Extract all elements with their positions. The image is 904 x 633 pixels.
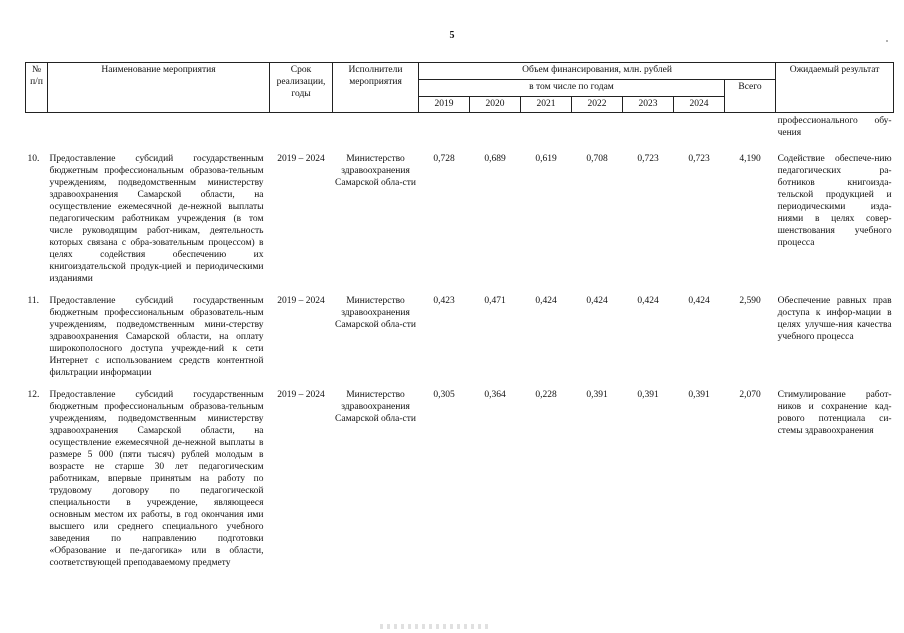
header-row (26, 63, 894, 80)
row-name: Предоставление субсидий государственным бюджетным профессиональным образователь-ным учреждениям, подведомственным мини-стерству здравоохранения Самарской области, на оплату широкополосного доступа учрежде-ний к сети Интернет с использованием средств контентной фильтрации информации (49, 296, 264, 378)
header-result: Ожидаемый результат (776, 63, 894, 113)
row-result: Стимулирование работ-ников и сохранение кад-рового потенциала си-стемы здравоохранения (777, 390, 892, 436)
header-by-years: в том числе по годам (419, 80, 725, 97)
header-year: 2019 (419, 97, 470, 113)
row-value: 0,708 (586, 154, 608, 164)
row-value: 0,391 (688, 390, 710, 400)
row-value: 0,391 (586, 390, 608, 400)
scan-speck (886, 40, 888, 42)
row-period: 2019 – 2024 (277, 296, 325, 306)
measures-table (25, 62, 894, 569)
row-value: 0,723 (688, 154, 710, 164)
row-name: Предоставление субсидий государственным бюджетным профессиональным образова-тельным учреждениям, подведомственным министерству здравоохранения Самарской области, на осуществление ежемесячной де-нежной выплаты педагогическим работникам учреждения (в том числе руководящим работ-никам, деятельность которых связана с обра-зовательным процессом) в целях содействия обеспечению их книгоиздательской продук-цией и периодическими изданиями (49, 154, 264, 284)
row-name: Предоставление субсидий государственным бюджетным профессиональным образова-тельным учреждениям, подведомственным министерству здравоохранения Самарской области, на осуществление ежемесячной де-нежной выплаты в размере 5 000 (пяти тысяч) рублей молодым в возрасте не старше 30 лет педагогическим работникам, впервые принятым на работу по трудовому договору по педагогической специальности в учреждение, являющееся основным местом их работы, в год окончания ими высшего или среднего специального учебного заведения по направлению подготовки «Образование и пе-дагогика» или в области, соответствующей преподаваемому предмету (49, 390, 264, 568)
page-number: 5 (449, 30, 455, 41)
header-year: 2024 (674, 97, 725, 113)
table-row (26, 379, 894, 569)
header-executors: Исполнители мероприятия (333, 63, 419, 113)
row-value: 0,424 (586, 296, 608, 306)
row-result: Содействие обеспече-нию педагогических ра-ботников книгоизда-тельской продукцией и периодическими изда-ниями в целях совер-шенствования учебного процесса (777, 154, 892, 248)
row-value: 0,424 (535, 296, 557, 306)
row-executor: Министерство здравоохранения Самарской обла-сти (335, 154, 416, 188)
row-value: 0,424 (688, 296, 710, 306)
row-number: 12. (27, 390, 40, 400)
row-value: 0,424 (637, 296, 659, 306)
header-num: № п/п (26, 63, 48, 113)
continued-result: профессионального обу-чения (777, 116, 892, 138)
header-year: 2022 (572, 97, 623, 113)
header-year: 2021 (521, 97, 572, 113)
row-total: 2,070 (739, 390, 761, 400)
row-executor: Министерство здравоохранения Самарской обла-сти (335, 390, 416, 424)
header-year: 2020 (470, 97, 521, 113)
header-total: Всего (725, 80, 776, 113)
row-value: 0,619 (535, 154, 557, 164)
row-value: 0,364 (484, 390, 506, 400)
row-value: 0,689 (484, 154, 506, 164)
row-result: Обеспечение равных прав доступа к инфор-мации в целях улучше-ния качества учебного процесса (777, 296, 892, 342)
header-year: 2023 (623, 97, 674, 113)
row-executor: Министерство здравоохранения Самарской обла-сти (335, 296, 416, 330)
row-total: 2,590 (739, 296, 761, 306)
row-value: 0,305 (433, 390, 455, 400)
table-row (26, 145, 894, 285)
row-value: 0,391 (637, 390, 659, 400)
row-number: 11. (27, 296, 40, 306)
row-period: 2019 – 2024 (277, 154, 325, 164)
continued-row (26, 113, 894, 140)
table-row (26, 285, 894, 379)
row-value: 0,423 (433, 296, 455, 306)
header-name: Наименование мероприятия (48, 63, 270, 113)
scan-artifact (380, 624, 490, 629)
header-funding: Объем финансирования, млн. рублей (419, 63, 776, 80)
row-value: 0,471 (484, 296, 506, 306)
row-value: 0,728 (433, 154, 455, 164)
row-value: 0,228 (535, 390, 557, 400)
row-value: 0,723 (637, 154, 659, 164)
row-total: 4,190 (739, 154, 761, 164)
header-period: Срок реализации, годы (270, 63, 333, 113)
row-period: 2019 – 2024 (277, 390, 325, 400)
row-number: 10. (27, 154, 40, 164)
